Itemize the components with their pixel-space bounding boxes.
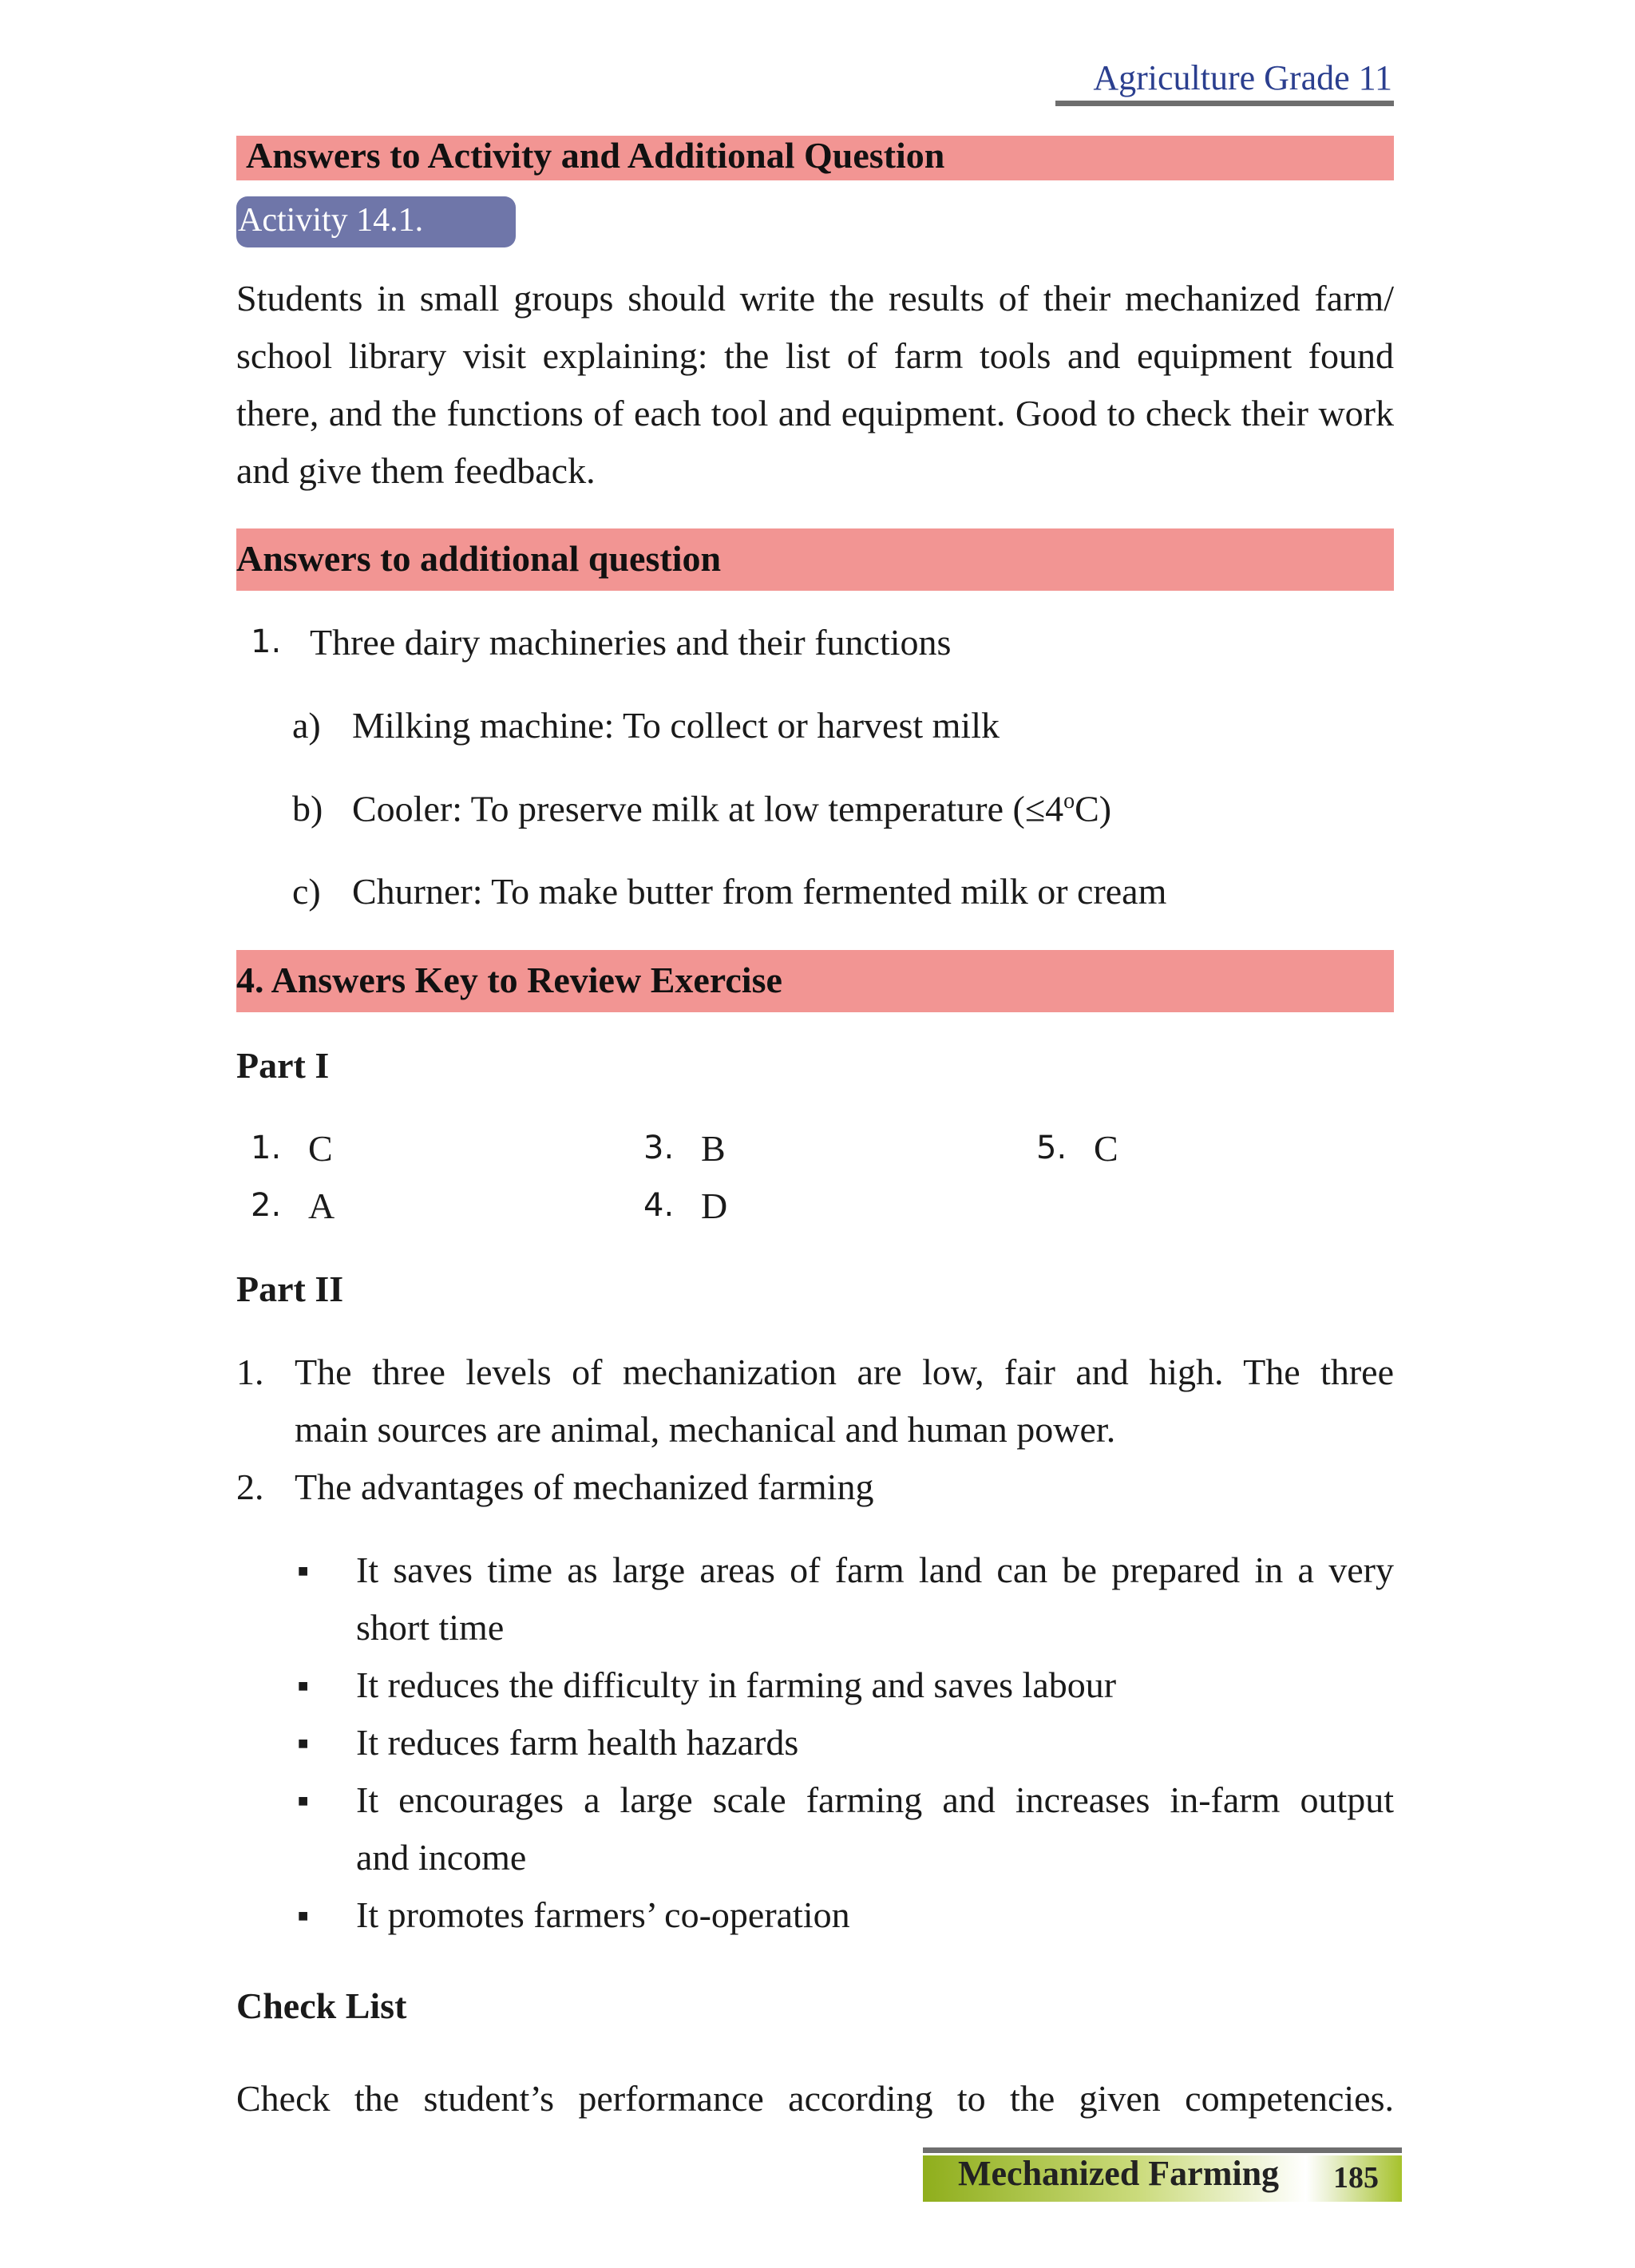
part2-q2-number: 2. <box>236 1466 264 1507</box>
answer-value: C <box>1094 1128 1118 1169</box>
part2-q2-text: The advantages of mechanized farming <box>295 1466 874 1507</box>
advantage-item: It saves time as large areas of farm land can be prepared in a very <box>356 1550 1394 1590</box>
running-header-title: Agriculture Grade 11 <box>1093 58 1392 97</box>
activity-heading-band <box>236 136 1394 180</box>
list-item <box>352 790 1111 827</box>
advantage-item: It encourages a large scale farming and increases in-farm output <box>356 1779 1394 1820</box>
additional-heading-band <box>236 528 1394 591</box>
answer-value: A <box>308 1185 335 1226</box>
advantage-item: It reduces farm health hazards <box>356 1722 799 1763</box>
advantage-item-cont: short time <box>356 1607 505 1648</box>
cooler-text: Cooler: To preserve milk at low temperature (≤4 <box>352 788 1064 829</box>
page-number: 185 <box>1333 2161 1379 2195</box>
check-list-title: Check List <box>236 1985 407 2026</box>
answer-number: 2. <box>251 1187 282 1224</box>
activity-heading: Answers to Activity and Additional Question <box>246 135 945 176</box>
bullet-icon: ■ <box>298 1561 309 1581</box>
answer-number: 4. <box>643 1187 675 1224</box>
answer-number: 5. <box>1036 1130 1067 1166</box>
activity-label: Activity 14.1. <box>238 202 424 239</box>
list-marker: c) <box>292 871 321 912</box>
answer-value: D <box>701 1185 728 1226</box>
part2-q1-text: The three levels of mechanization are low, fair and high. The three <box>295 1352 1394 1392</box>
advantage-item-cont: and income <box>356 1837 527 1878</box>
header-rule <box>1055 101 1394 106</box>
answer-value: B <box>701 1128 726 1169</box>
bullet-icon: ■ <box>298 1733 309 1753</box>
answer-number: 1. <box>251 1130 282 1166</box>
question-number: 1. <box>251 623 282 660</box>
additional-heading: Answers to additional question <box>236 538 722 579</box>
question-text: Three dairy machineries and their functions <box>310 622 952 663</box>
part1-title: Part I <box>236 1045 330 1086</box>
list-item: Milking machine: To collect or harvest milk <box>352 705 1000 746</box>
footer-rule <box>923 2147 1402 2153</box>
list-marker: a) <box>292 705 321 746</box>
advantage-item: It reduces the difficulty in farming and saves labour <box>356 1664 1117 1705</box>
part2-q1-number: 1. <box>236 1352 264 1392</box>
activity-label-badge <box>236 196 516 247</box>
list-item: Churner: To make butter from fermented milk or cream <box>352 871 1167 912</box>
bullet-icon: ■ <box>298 1791 309 1811</box>
bullet-icon: ■ <box>298 1676 309 1696</box>
review-heading-band <box>236 950 1394 1012</box>
footer-chapter-title: Mechanized Farming <box>958 2154 1280 2193</box>
review-heading: 4. Answers Key to Review Exercise <box>236 960 782 1000</box>
check-list-text: Check the student’s performance according to the given competencies. <box>236 2078 1394 2119</box>
part2-q1-text-cont: main sources are animal, mechanical and human power. <box>295 1409 1116 1450</box>
answer-value: C <box>308 1128 333 1169</box>
degree-superscript: o <box>1063 789 1075 813</box>
advantage-item: It promotes farmers’ co-operation <box>356 1894 850 1935</box>
cooler-text-end: C) <box>1075 788 1112 829</box>
answer-number: 3. <box>643 1130 675 1166</box>
activity-paragraph: Students in small groups should write the results of their mechanized farm/ school library visit explaining: the list of farm tools and equipment found there, and the functions of each tool and equipment. Good to check their work and give them feedback. <box>236 278 1394 491</box>
bullet-icon: ■ <box>298 1906 309 1926</box>
list-marker: b) <box>292 788 323 829</box>
part2-title: Part II <box>236 1269 344 1309</box>
